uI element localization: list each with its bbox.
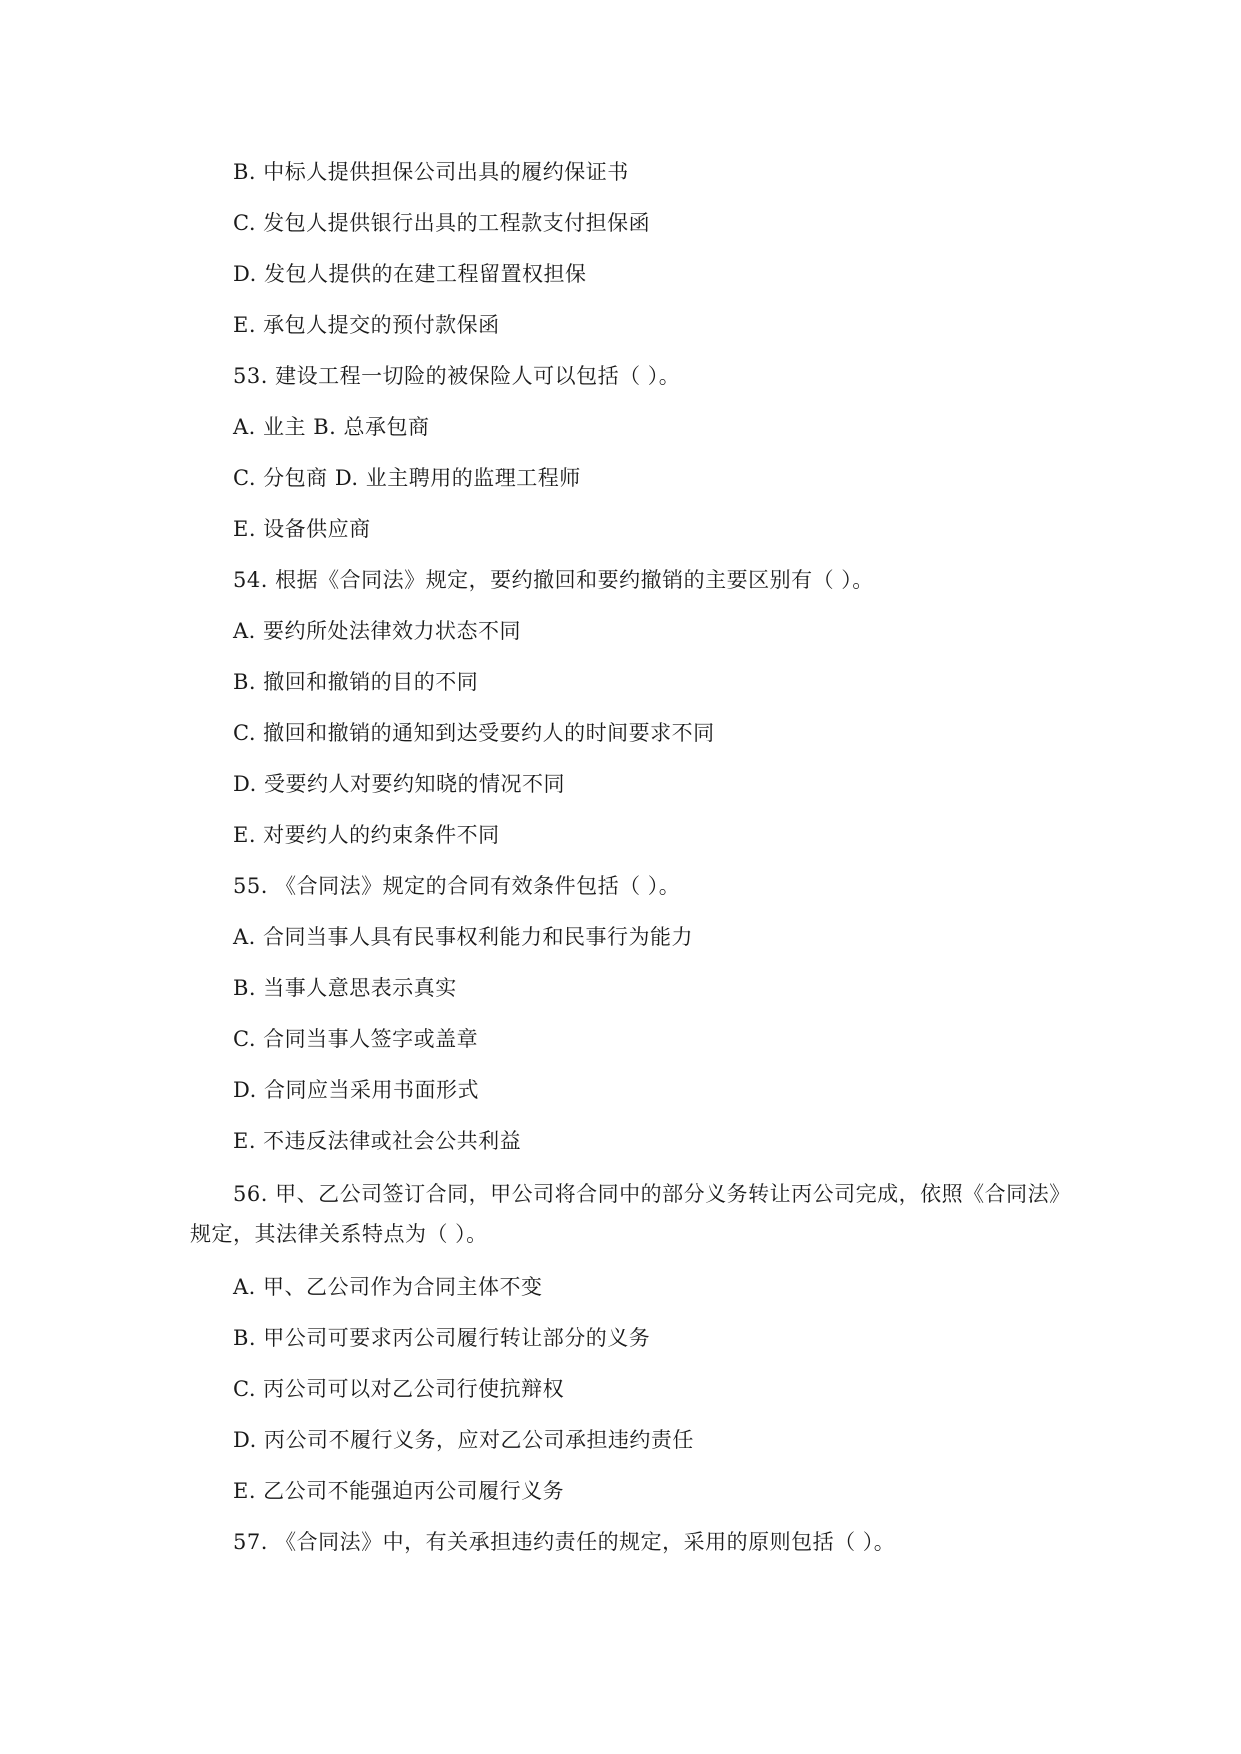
question-55: 55. 《合同法》规定的合同有效条件包括（ ）。	[233, 874, 681, 898]
question-56: 56. 甲、乙公司签订合同，甲公司将合同中的部分义务转让丙公司完成，依照《合同法》规定，其法律关系特点为（ ）。	[190, 1182, 1061, 1246]
option-b-55: B. 当事人意思表示真实	[233, 976, 457, 1000]
option-d-52: D. 发包人提供的在建工程留置权担保	[233, 262, 587, 286]
option-b-56: B. 甲公司可要求丙公司履行转让部分的义务	[233, 1326, 651, 1350]
option-c-52: C. 发包人提供银行出具的工程款支付担保函	[233, 211, 651, 235]
option-ab-53: A. 业主 B. 总承包商	[233, 415, 430, 439]
option-e-53: E. 设备供应商	[233, 517, 371, 541]
option-e-55: E. 不违反法律或社会公共利益	[233, 1129, 522, 1153]
option-c-55: C. 合同当事人签字或盖章	[233, 1027, 479, 1051]
option-e-56: E. 乙公司不能强迫丙公司履行义务	[233, 1479, 565, 1503]
option-d-56: D. 丙公司不履行义务，应对乙公司承担违约责任	[233, 1428, 694, 1452]
option-d-54: D. 受要约人对要约知晓的情况不同	[233, 772, 565, 796]
option-c-56: C. 丙公司可以对乙公司行使抗辩权	[233, 1377, 565, 1401]
option-b-52: B. 中标人提供担保公司出具的履约保证书	[233, 160, 629, 184]
question-53: 53. 建设工程一切险的被保险人可以包括（ ）。	[233, 364, 681, 388]
question-57: 57. 《合同法》中，有关承担违约责任的规定，采用的原则包括（ ）。	[233, 1530, 896, 1554]
option-d-55: D. 合同应当采用书面形式	[233, 1078, 479, 1102]
option-c-54: C. 撤回和撤销的通知到达受要约人的时间要求不同	[233, 721, 715, 745]
option-a-56: A. 甲、乙公司作为合同主体不变	[233, 1275, 543, 1299]
option-a-54: A. 要约所处法律效力状态不同	[233, 619, 522, 643]
option-cd-53: C. 分包商 D. 业主聘用的监理工程师	[233, 466, 581, 490]
option-b-54: B. 撤回和撤销的目的不同	[233, 670, 479, 694]
option-e-52: E. 承包人提交的预付款保函	[233, 313, 500, 337]
question-54: 54. 根据《合同法》规定，要约撤回和要约撤销的主要区别有（ ）。	[233, 568, 874, 592]
option-a-55: A. 合同当事人具有民事权利能力和民事行为能力	[233, 925, 694, 949]
option-e-54: E. 对要约人的约束条件不同	[233, 823, 500, 847]
